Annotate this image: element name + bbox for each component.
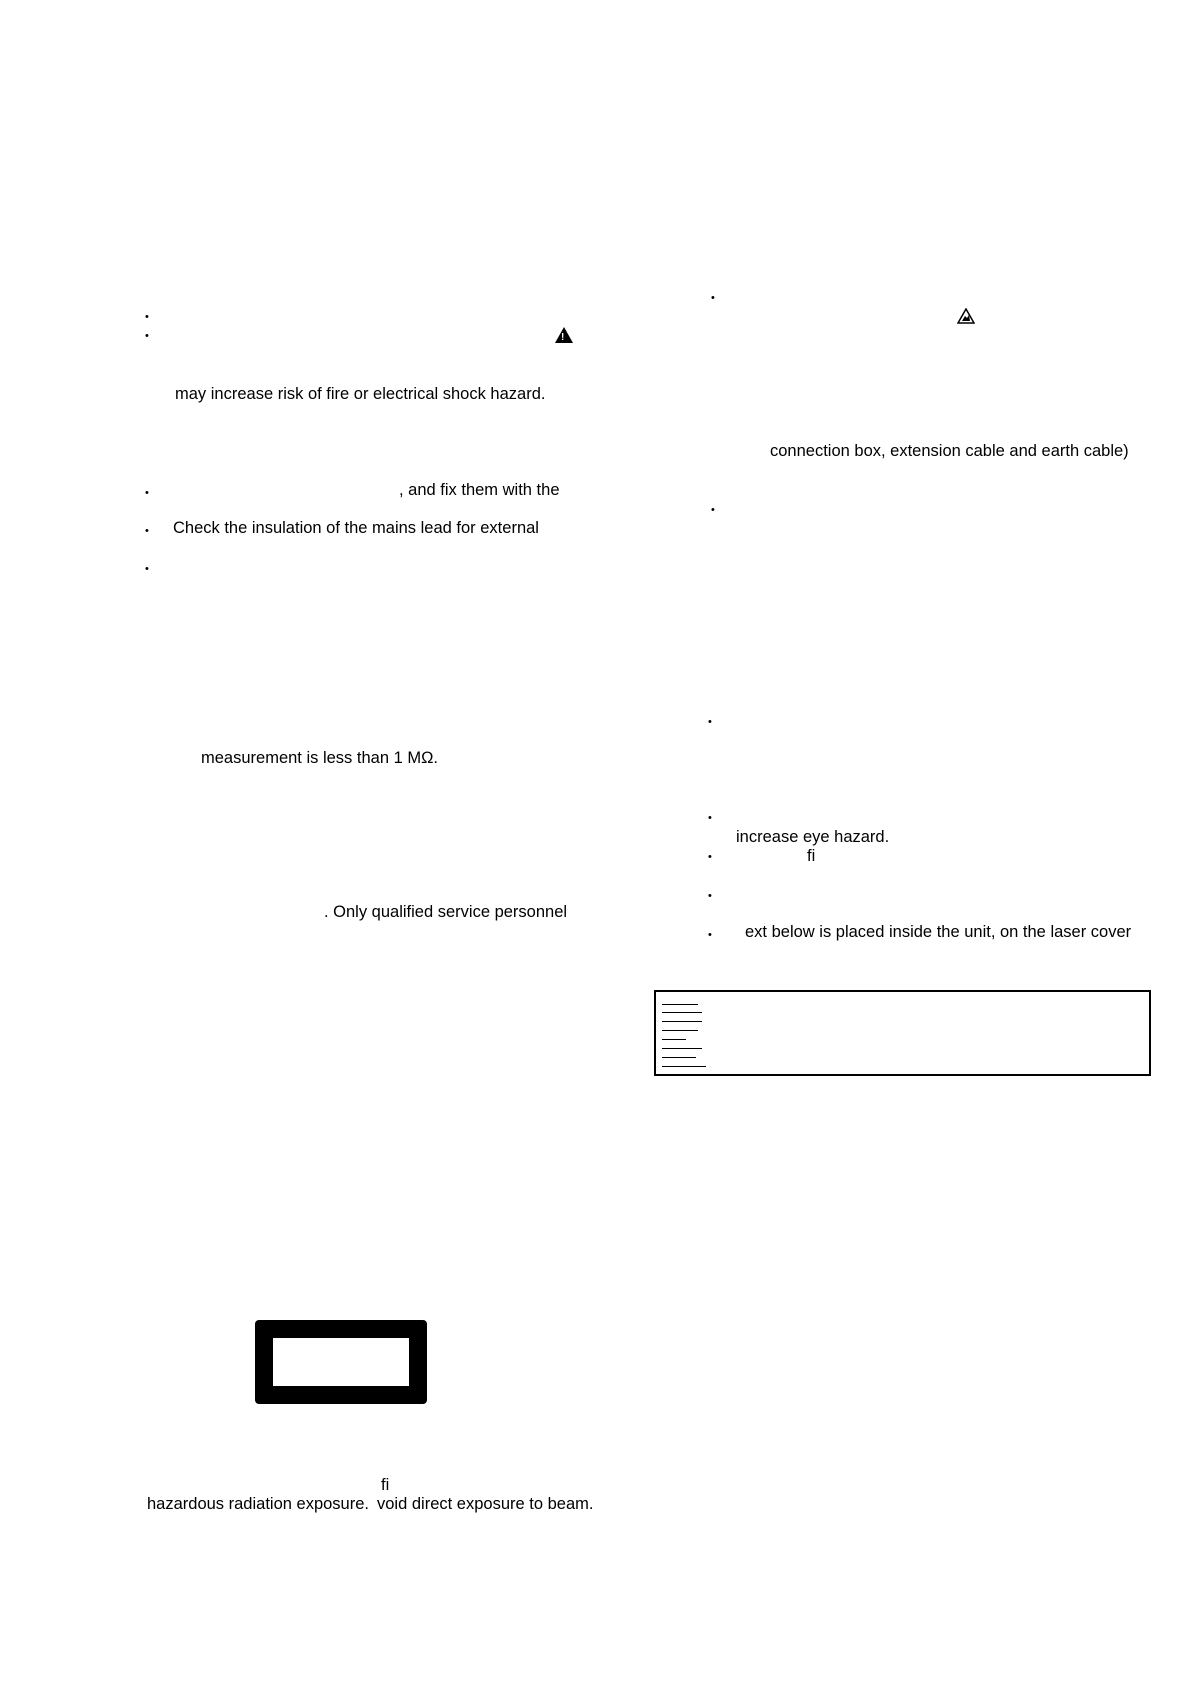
esd-hand-icon: [957, 308, 975, 324]
bullet: •: [711, 504, 715, 516]
bullet: •: [145, 330, 149, 342]
text-below-laser-cover: ext below is placed inside the unit, on the laser cover: [745, 923, 1132, 941]
check-insulation-text: Check the insulation of the mains lead for external: [173, 519, 539, 537]
bullet: •: [708, 851, 712, 863]
connection-box-text: connection box, extension cable and earth cable): [770, 442, 1129, 460]
fire-risk-text: may increase risk of fire or electrical shock hazard.: [175, 385, 546, 403]
caution-line: [662, 1039, 686, 1040]
qualified-personnel-text: . Only qualified service personnel: [324, 903, 568, 921]
avoid-beam-text: void direct exposure to beam.: [377, 1495, 594, 1513]
bullet: •: [708, 716, 712, 728]
caution-line: [662, 1030, 698, 1031]
warning-exclamation-mark: !: [561, 332, 565, 343]
bullet: •: [145, 525, 149, 537]
bullet: •: [145, 487, 149, 499]
laser-product-label: [255, 1320, 427, 1404]
caution-line: [662, 1057, 696, 1058]
caution-line: [662, 1021, 702, 1022]
measurement-text: measurement is less than 1 MΩ.: [201, 749, 439, 767]
bullet: •: [708, 929, 712, 941]
bullet: •: [711, 292, 715, 304]
hazardous-radiation-text: hazardous radiation exposure.: [147, 1495, 369, 1513]
caution-line: [662, 1012, 702, 1013]
caution-line: [662, 1066, 706, 1067]
bullet: •: [145, 563, 149, 575]
radiation-fi-text: fi: [381, 1476, 390, 1494]
bullet: •: [708, 890, 712, 902]
bullet: •: [708, 812, 712, 824]
caution-line: [662, 1048, 702, 1049]
bullet: •: [145, 311, 149, 323]
fi-text: fi: [807, 847, 816, 865]
eye-hazard-text: increase eye hazard.: [736, 828, 890, 846]
caution-line: [662, 1004, 698, 1005]
laser-caution-label-box: [654, 990, 1151, 1076]
fix-them-text: , and fix them with the: [399, 481, 560, 499]
